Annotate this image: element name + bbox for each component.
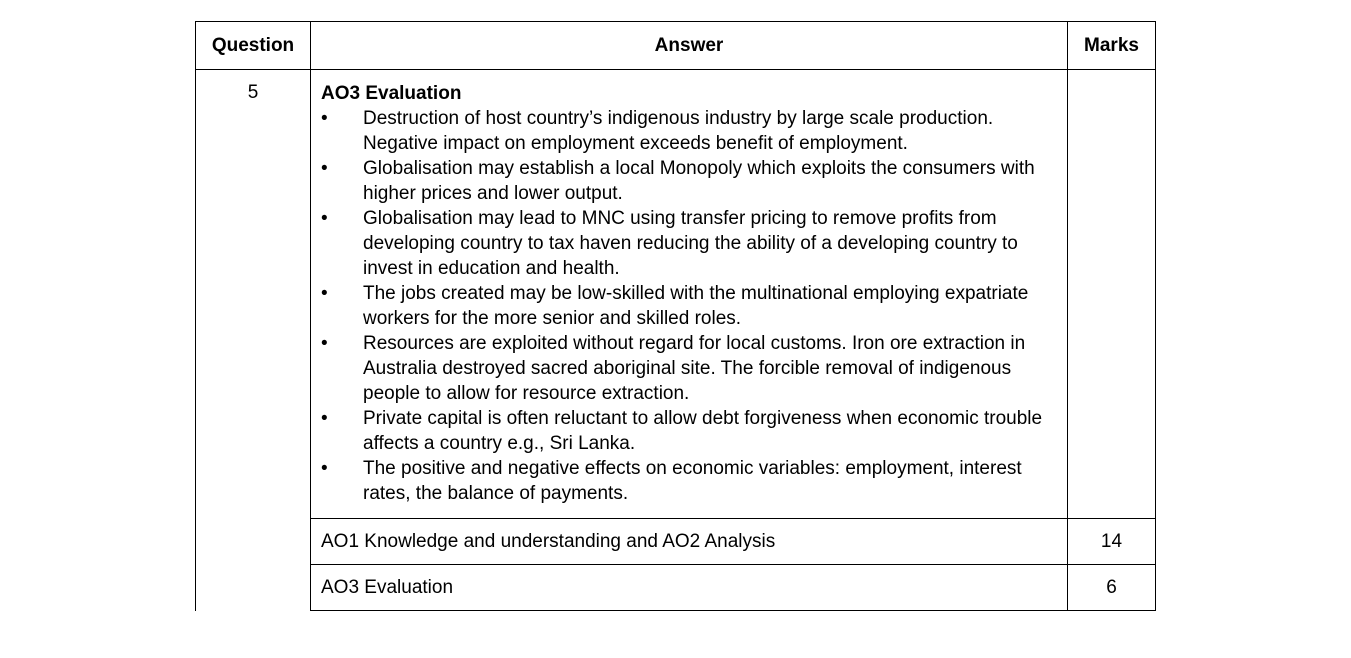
bullet-item	[321, 106, 1057, 156]
header-marks: Marks	[1068, 22, 1156, 70]
marks-empty-cell	[1068, 70, 1156, 519]
summary-row	[196, 519, 1156, 565]
bullet-dot-icon: •	[321, 333, 328, 354]
answer-row	[196, 70, 1156, 519]
bullet-item	[321, 206, 1057, 281]
bullet-item	[321, 156, 1057, 206]
summary-marks: 6	[1068, 565, 1156, 611]
bullet-item	[321, 331, 1057, 406]
answer-content	[311, 70, 1068, 519]
bullet-text: The jobs created may be low-skilled with the multinational employing expatriate workers for the more senior and skilled roles.	[363, 283, 1029, 329]
bullet-list	[321, 106, 1057, 506]
bullet-dot-icon: •	[321, 158, 328, 179]
bullet-text: Globalisation may establish a local Monopoly which exploits the consumers with higher prices and lower output.	[363, 158, 1035, 204]
bullet-text: Destruction of host country’s indigenous industry by large scale production. Negative impact on employment exceeds benefit of employment.	[363, 108, 994, 154]
bullet-dot-icon: •	[321, 283, 328, 304]
bullet-dot-icon: •	[321, 408, 328, 429]
question-number: 5	[196, 70, 311, 611]
bullet-text: Globalisation may lead to MNC using transfer pricing to remove profits from developing country to tax haven reducing the ability of a developing country to invest in education and health.	[363, 208, 1018, 279]
bullet-dot-icon: •	[321, 208, 328, 229]
summary-label: AO1 Knowledge and understanding and AO2 Analysis	[311, 519, 1068, 565]
bullet-item	[321, 281, 1057, 331]
header-answer: Answer	[311, 22, 1068, 70]
bullet-text: Private capital is often reluctant to allow debt forgiveness when economic trouble affects a country e.g., Sri Lanka.	[363, 408, 1043, 454]
bullet-dot-icon: •	[321, 108, 328, 129]
mark-scheme-table	[195, 21, 1156, 611]
bullet-item	[321, 456, 1057, 506]
summary-marks: 14	[1068, 519, 1156, 565]
bullet-text: Resources are exploited without regard for local customs. Iron ore extraction in Australia destroyed sacred aboriginal site. The forcible removal of indigenous people to allow for resource extraction.	[363, 333, 1026, 404]
summary-row	[196, 565, 1156, 611]
header-question: Question	[196, 22, 311, 70]
bullet-dot-icon: •	[321, 458, 328, 479]
answer-heading: AO3 Evaluation	[321, 83, 462, 104]
bullet-text: The positive and negative effects on economic variables: employment, interest rates, the balance of payments.	[363, 458, 1022, 504]
bullet-item	[321, 406, 1057, 456]
header-row	[196, 22, 1156, 70]
summary-label: AO3 Evaluation	[311, 565, 1068, 611]
